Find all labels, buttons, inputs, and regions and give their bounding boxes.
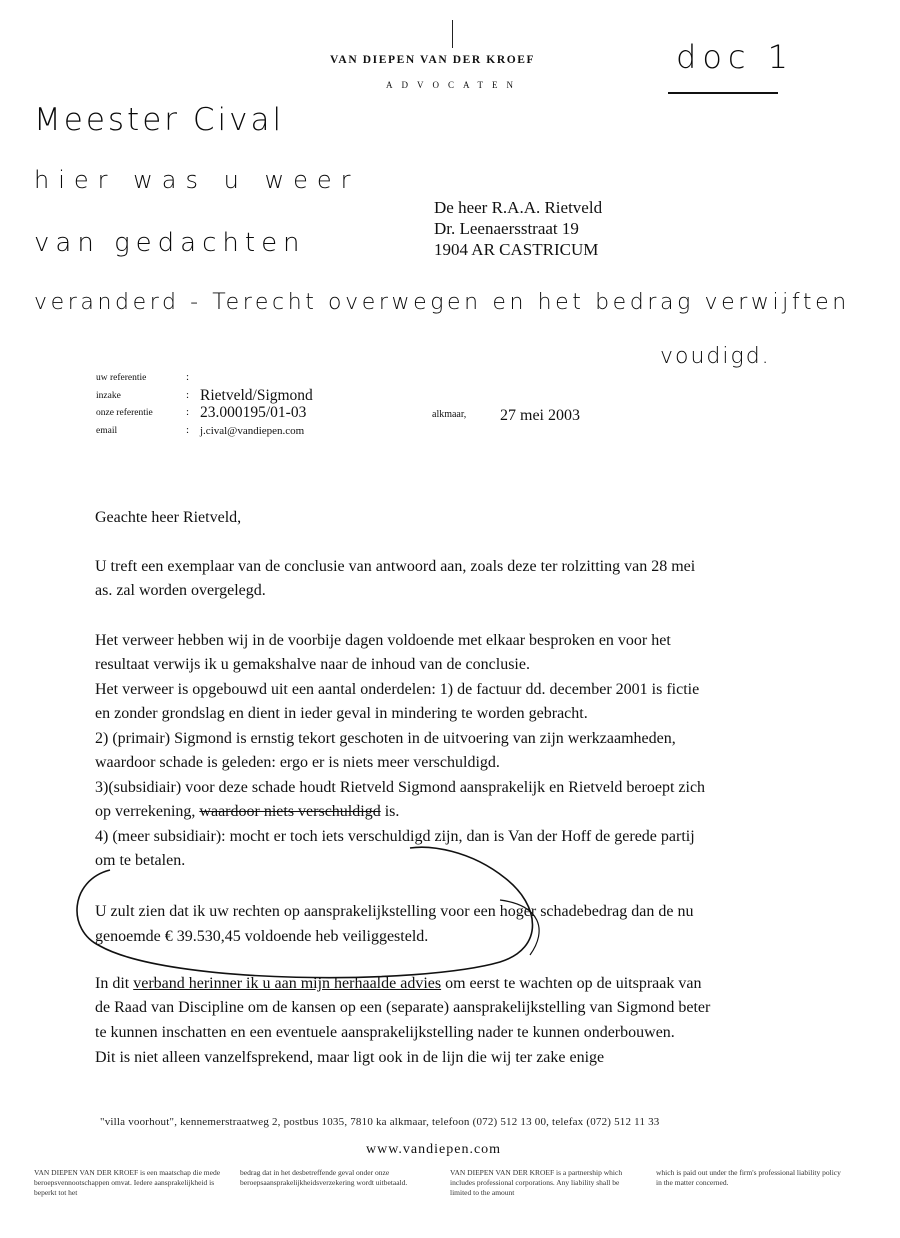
email-value: j.cival@vandiepen.com (200, 425, 305, 437)
paragraph4-line2: de Raad van Discipline om de kansen op een (separate) aansprakelijkstelling van Sigmond beter (95, 999, 711, 1016)
handwritten-note-line4: veranderd - Terecht overwegen en het bedrag verwijften (34, 290, 850, 315)
paragraph2-line9: 4) (meer subsidiair): mocht er toch iets verschuldigd zijn, dan is Van der Hoff de gerede partij (95, 828, 695, 845)
footer-fineprint-1: VAN DIEPEN VAN DER KROEF is een maatschap die mede beroepsvennootschappen omvat. Iedere aansprakelijkheid is beperkt tot het (34, 1168, 221, 1197)
inzake-value: Rietveld/Sigmond (200, 387, 313, 404)
paragraph2-line2: resultaat verwijs ik u gemakshalve naar de inhoud van de conclusie. (95, 656, 530, 673)
paragraph3-line1: U zult zien dat ik uw rechten op aansprakelijkstelling voor een hoger schadebedrag dan de nu (95, 903, 694, 920)
handwritten-note-line5: voudigd. (660, 344, 771, 369)
footer-fineprint-3: VAN DIEPEN VAN DER KROEF is a partnership which includes professional corporations. Any liability shall be limited to the amount (450, 1168, 623, 1197)
paragraph1-line1: U treft een exemplaar van de conclusie van antwoord aan, zoals deze ter rolzitting van 28 mei (95, 558, 696, 575)
footer-fineprint-2: bedrag dat in het desbetreffende geval onder onze beroepsaansprakelijkheidsverzekering wordt uitbetaald. (240, 1168, 408, 1187)
inzake-label: inzake (96, 391, 121, 401)
line-part-a: In dit (95, 975, 130, 992)
ref-colon: : (186, 424, 190, 436)
uw-referentie-label: uw referentie (96, 373, 147, 383)
paragraph3-line2: genoemde € 39.530,45 voldoende heb veiliggesteld. (95, 928, 429, 945)
line8-part-a: op verrekening, (95, 803, 196, 820)
onze-referentie-value: 23.000195/01-03 (200, 404, 307, 421)
paragraph4-line4: Dit is niet alleen vanzelfsprekend, maar ligt ook in de lijn die wij ter zake enige (95, 1049, 605, 1066)
salutation: Geachte heer Rietveld, (95, 509, 242, 526)
firm-subtitle: ADVOCATEN (386, 80, 522, 90)
onze-referentie-label: onze referentie (96, 408, 153, 418)
handwritten-note-line1: Meester Cival (34, 102, 285, 138)
struck-text: waardoor niets verschuldigd (199, 803, 381, 820)
handwritten-note-line3: van gedachten (34, 228, 306, 258)
handwritten-note-line2: hier was u weer (34, 166, 360, 194)
paragraph2-line3: Het verweer is opgebouwd uit een aantal onderdelen: 1) de factuur dd. december 2001 is fictie (95, 681, 700, 698)
underlined-text: verband herinner ik u aan mijn herhaalde advies (133, 975, 442, 992)
ref-colon: : (186, 406, 190, 418)
recipient-street: Dr. Leenaersstraat 19 (434, 219, 579, 238)
doc-label-underline (668, 92, 778, 94)
paragraph2-line5: 2) (primair) Sigmond is ernstig tekort geschoten in de uitvoering van zijn werkzaamheden, (95, 730, 676, 747)
paragraph2-line6: waardoor schade is geleden: ergo er is niets meer verschuldigd. (95, 754, 500, 771)
place-label: alkmaar, (432, 409, 467, 420)
paragraph4-line3: te kunnen inschatten en een eventuele aansprakelijkstelling nader te kunnen onderbouwen. (95, 1024, 675, 1041)
firm-name: VAN DIEPEN VAN DER KROEF (330, 54, 536, 66)
footer-fineprint-4: which is paid out under the firm's professional liability policy in the matter concerned. (656, 1168, 841, 1187)
recipient-name: De heer R.A.A. Rietveld (434, 198, 603, 217)
line8-part-c: is. (384, 803, 400, 820)
paragraph1-line2: as. zal worden overgelegd. (95, 582, 266, 599)
paragraph2-line4: en zonder grondslag en dient in ieder geval in mindering te worden gebracht. (95, 705, 588, 722)
paragraph4-line1 (95, 975, 701, 993)
ref-colon: : (186, 389, 190, 401)
paragraph2-line1: Het verweer hebben wij in de voorbije dagen voldoende met elkaar besproken en voor het (95, 632, 671, 649)
handwritten-doc-label: doc 1 (676, 38, 795, 76)
letter-date: 27 mei 2003 (500, 407, 580, 424)
email-label: email (96, 426, 118, 436)
footer-website[interactable]: www.vandiepen.com (366, 1142, 502, 1157)
paragraph2-line8 (95, 803, 399, 821)
paragraph2-line7: 3)(subsidiair) voor deze schade houdt Rietveld Sigmond aansprakelijk en Rietveld beroept zich (95, 779, 706, 796)
recipient-city: 1904 AR CASTRICUM (434, 240, 599, 259)
footer-address: "villa voorhout", kennemerstraatweg 2, postbus 1035, 7810 ka alkmaar, telefoon (072) 512 13 00, telefax (072) 512 11 33 (100, 1116, 660, 1128)
paragraph2-line10: om te betalen. (95, 852, 186, 869)
ref-colon: : (186, 371, 190, 383)
line-part-c: om eerst te wachten op de uitspraak van (445, 975, 702, 992)
letterhead-rule (452, 20, 453, 48)
